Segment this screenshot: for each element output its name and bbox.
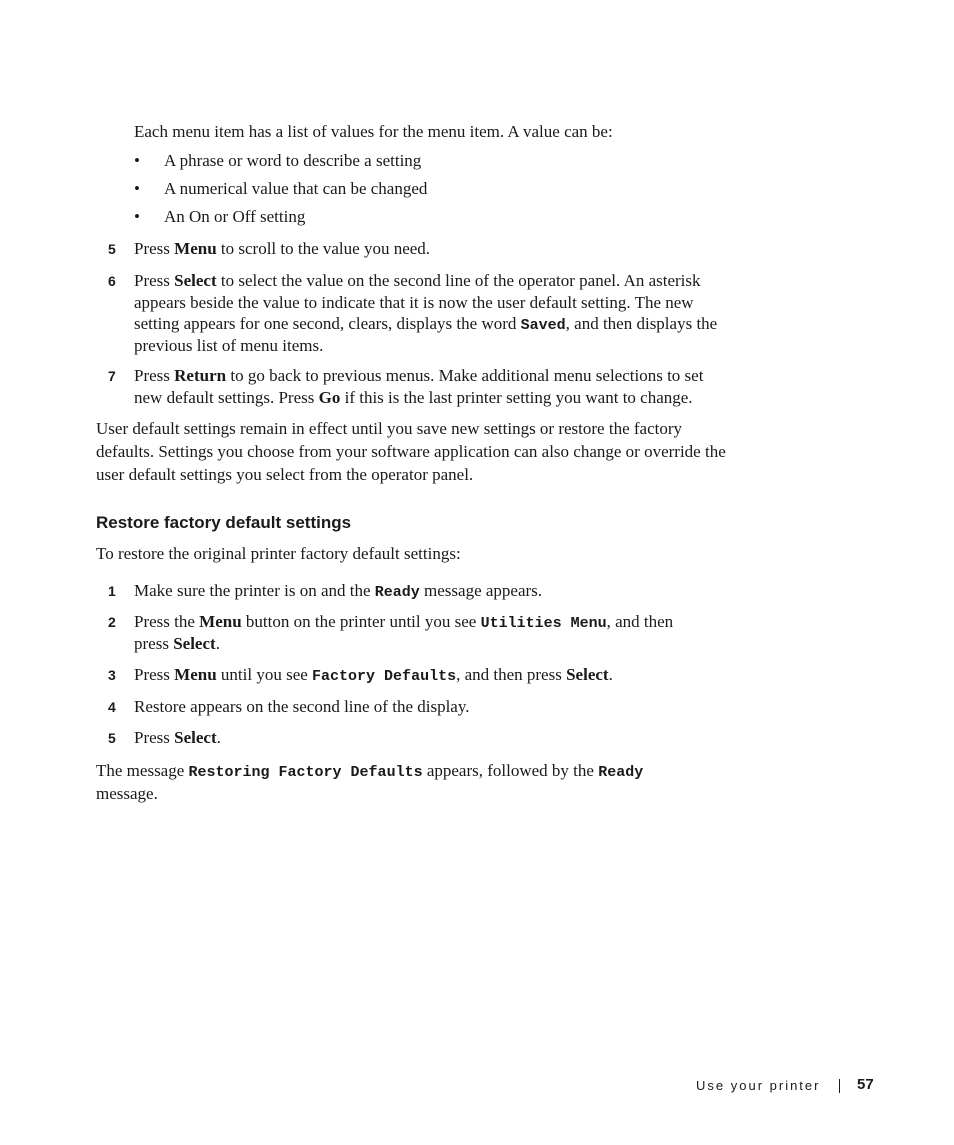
body-paragraph-line: User default settings remain in effect until you save new settings or restore the factory — [96, 419, 683, 438]
return-button-ref: Return — [174, 366, 227, 385]
step-text-line: new default settings. Press Go if this is the last printer setting you want to change. — [134, 387, 693, 407]
step-text: Restore appears on the second line of the display. — [134, 697, 470, 716]
bullet-marker: • — [134, 151, 140, 170]
body-paragraph-line: defaults. Settings you choose from your software application can also change or override the — [96, 442, 726, 461]
step-text: Press Select to select the value on the second line of the operator panel. An asterisk — [134, 271, 701, 290]
step-text-line: previous list of menu items. — [134, 335, 324, 355]
step-text-line: setting appears for one second, clears, displays the word Saved, and then displays the — [134, 314, 718, 334]
section-intro: To restore the original printer factory default settings: — [96, 544, 461, 563]
display-message: Utilities Menu — [480, 615, 607, 632]
menu-button-ref: Menu — [174, 665, 217, 684]
step-number: 2 — [108, 614, 116, 630]
step-text: Press Select. — [134, 728, 221, 747]
menu-button-ref: Menu — [174, 239, 217, 258]
step-number: 3 — [108, 667, 116, 683]
bullet-marker: • — [134, 179, 140, 198]
step-text-line: press Select. — [134, 633, 220, 653]
closing-text-line: message. — [96, 784, 158, 803]
display-message: Ready — [374, 584, 420, 601]
bullet-marker: • — [134, 207, 140, 226]
section-heading: Restore factory default settings — [96, 513, 352, 532]
step-text: Press Menu to scroll to the value you need. — [134, 239, 431, 258]
step-number: 4 — [108, 699, 116, 715]
bullet-item: A numerical value that can be changed — [164, 179, 428, 198]
step-text: Press Menu until you see Factory Defaults, and then press Select. — [134, 665, 613, 685]
intro-text: Each menu item has a list of values for the menu item. A value can be: — [134, 122, 613, 141]
bullet-item: An On or Off setting — [164, 207, 306, 226]
step-number: 7 — [108, 368, 116, 384]
footer-section-title: Use your printer — [696, 1078, 821, 1093]
display-message: Restoring Factory Defaults — [188, 764, 423, 781]
select-button-ref: Select — [566, 665, 609, 684]
select-button-ref: Select — [174, 728, 217, 747]
page-number: 57 — [857, 1076, 874, 1093]
footer-divider — [839, 1079, 840, 1093]
display-message: Factory Defaults — [312, 668, 457, 685]
display-message: Saved — [520, 317, 566, 334]
step-number: 1 — [108, 583, 116, 599]
step-text-line: appears beside the value to indicate that it is now the user default setting. The new — [134, 292, 694, 312]
step-text: Press Return to go back to previous menus. Make additional menu selections to set — [134, 366, 704, 385]
body-paragraph-line: user default settings you select from the operator panel. — [96, 465, 474, 484]
step-text: Make sure the printer is on and the Ready message appears. — [134, 581, 543, 601]
select-button-ref: Select — [174, 271, 217, 290]
bullet-item: A phrase or word to describe a setting — [164, 151, 422, 170]
step-number: 5 — [108, 730, 116, 746]
go-button-ref: Go — [318, 387, 341, 407]
closing-text: The message Restoring Factory Defaults appears, followed by the Ready — [96, 761, 644, 781]
select-button-ref: Select — [173, 633, 216, 653]
step-number: 6 — [108, 273, 116, 289]
step-text: Press the Menu button on the printer until you see Utilities Menu, and then — [134, 612, 674, 632]
menu-button-ref: Menu — [199, 612, 242, 631]
step-number: 5 — [108, 241, 116, 257]
display-message: Ready — [598, 764, 644, 781]
